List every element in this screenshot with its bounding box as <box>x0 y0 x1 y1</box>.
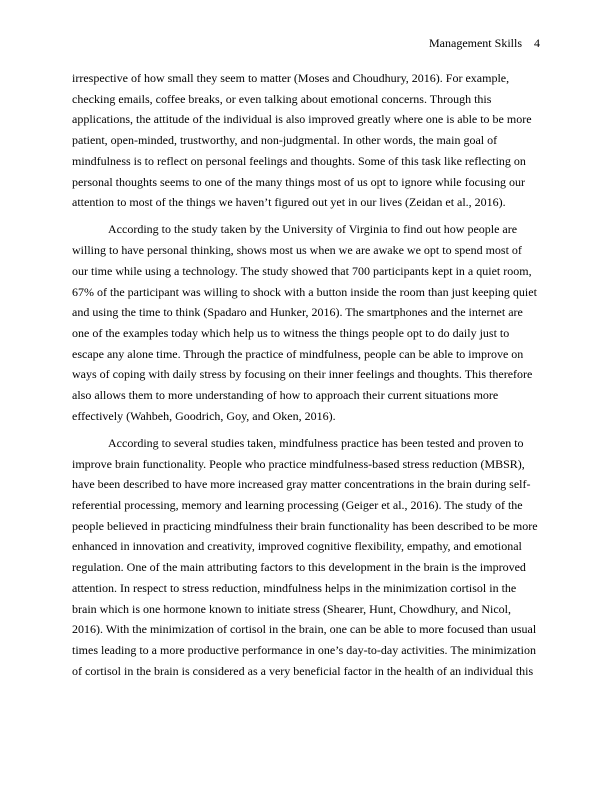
text-line: applications, the attitude of the individual is also improved greatly where one is able to be more <box>72 112 532 127</box>
text-line: times leading to a more productive performance in one’s day-to-day activities. The minimization <box>72 642 536 657</box>
text-line: willing to have personal thinking, shows most us when we are awake we opt to spend most of <box>72 243 522 258</box>
text-line: checking emails, coffee breaks, or even talking about emotional concerns. Through this <box>72 91 492 106</box>
body-text <box>72 68 540 681</box>
page-number: 4 <box>534 36 540 50</box>
text-line: patient, open-minded, trustworthy, and non-judgmental. In other words, the main goal of <box>72 133 498 148</box>
text-line: According to the study taken by the University of Virginia to find out how people are <box>108 222 518 237</box>
text-line: personal thoughts seems to one of the many things most of us opt to ignore while focusing our <box>72 174 525 189</box>
paragraph-3 <box>72 433 540 681</box>
text-line: 67% of the participant was willing to shock with a button inside the room than just keeping quiet <box>72 284 537 299</box>
text-line: our time while using a technology. The study showed that 700 participants kept in a quiet room, <box>72 263 532 278</box>
paragraph-1 <box>72 68 540 213</box>
text-line: mindfulness is to reflect on personal feelings and thoughts. Some of this task like reflecting on <box>72 153 526 168</box>
text-line: attention. In respect to stress reduction, mindfulness helps in the minimization cortisol in the <box>72 580 517 595</box>
running-head <box>429 35 540 51</box>
text-line: also allows them to more understanding of how to approach their current situations more <box>72 388 499 403</box>
text-line: attention to most of the things we haven’t figured out yet in our lives (Zeidan et al., 2016). <box>72 195 506 210</box>
text-line: effectively (Wahbeh, Goodrich, Goy, and Oken, 2016). <box>72 408 336 423</box>
text-line: irrespective of how small they seem to matter (Moses and Choudhury, 2016). For example, <box>72 71 510 85</box>
text-line: people believed in practicing mindfulness their brain functionality has been described to be more <box>72 518 538 533</box>
text-line: brain which is one hormone known to initiate stress (Shearer, Hunt, Chowdhury, and Nicol, <box>72 601 511 616</box>
text-line: and using the time to think (Spadaro and Hunker, 2016). The smartphones and the internet are <box>72 305 523 320</box>
text-line: of cortisol in the brain is considered as a very beneficial factor in the health of an individual this <box>72 663 534 678</box>
running-title: Management Skills <box>429 36 522 50</box>
text-line: enhanced in innovation and creativity, improved cognitive flexibility, empathy, and emotional <box>72 539 522 554</box>
text-line: 2016). With the minimization of cortisol in the brain, one can be able to more focused than usual <box>72 622 537 637</box>
paragraph-2 <box>72 219 540 426</box>
text-line: According to several studies taken, mindfulness practice has been tested and proven to <box>108 435 524 450</box>
text-line: ways of coping with daily stress by focusing on their inner feelings and thoughts. This therefore <box>72 367 533 382</box>
text-line: have been described to have more increased gray matter concentrations in the brain during self- <box>72 477 531 492</box>
text-line: improve brain functionality. People who practice mindfulness-based stress reduction (MBSR), <box>72 456 525 471</box>
text-line: one of the examples today which help us to witness the things people opt to do daily just to <box>72 325 510 340</box>
text-line: regulation. One of the main attributing factors to this development in the brain is the improved <box>72 560 526 575</box>
text-line: escape any alone time. Through the practice of mindfulness, people can be able to improve on <box>72 346 524 361</box>
text-line: referential processing, memory and learning processing (Geiger et al., 2016). The study of the <box>72 498 523 513</box>
